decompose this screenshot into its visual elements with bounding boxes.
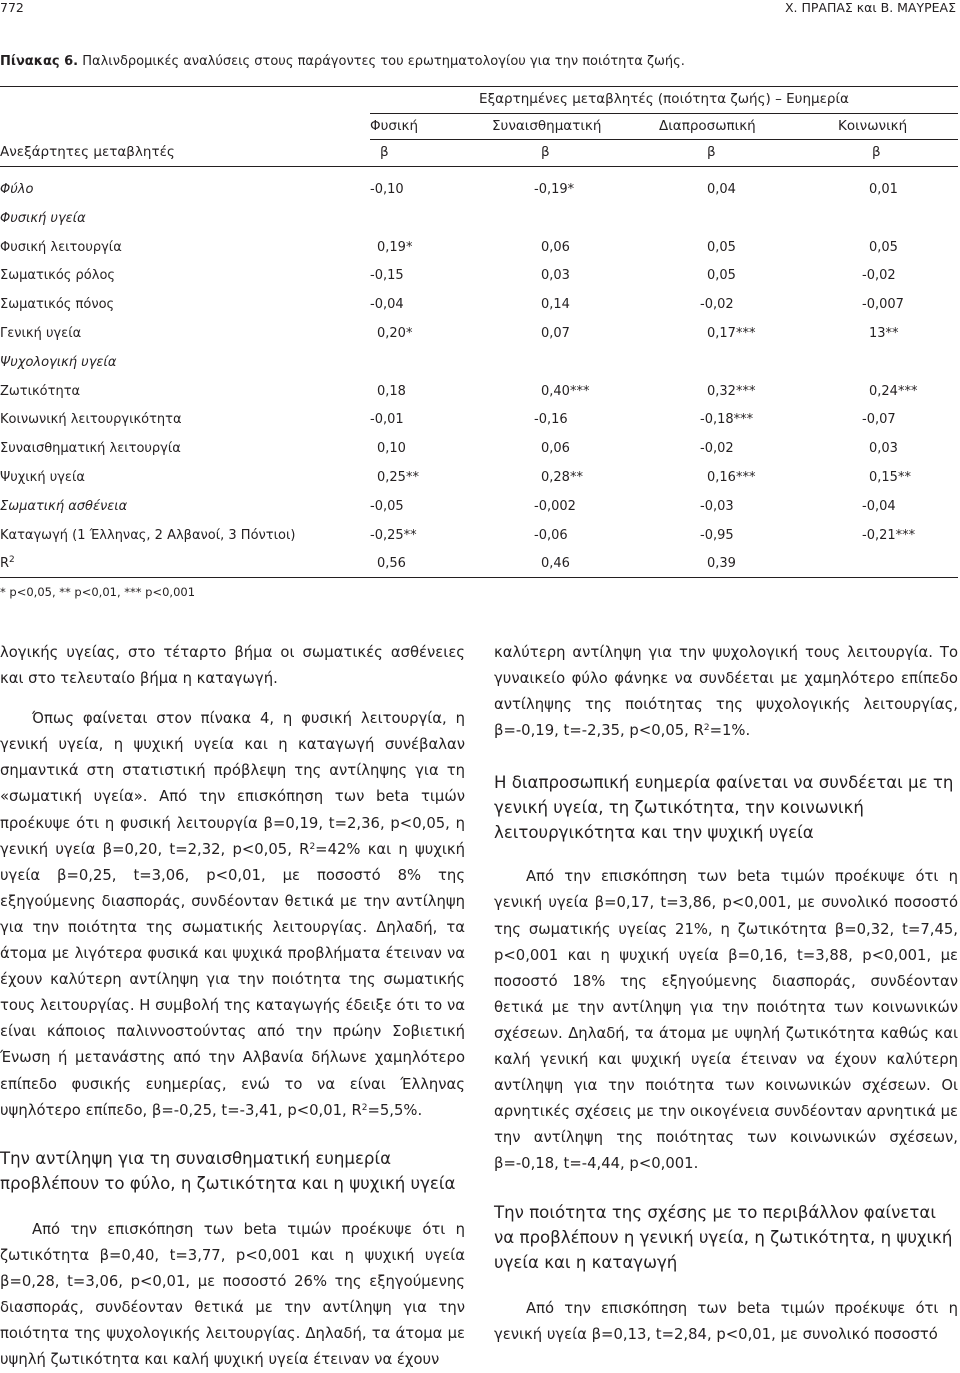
row-label: $R^2$ xyxy=(0,555,15,572)
table-cell: 0,05 xyxy=(869,239,898,255)
right-text-column xyxy=(494,640,958,1348)
col-header-social: Κοινωνική xyxy=(838,118,908,134)
left-section-heading: Την αντίληψη για τη συναισθηματική ευημερία προβλέπουν το φύλο, η ζωτικότητα και η ψυχική υγεία xyxy=(0,1148,456,1193)
table-cell: 0,14 xyxy=(541,297,570,313)
right-section-heading-2: Την ποιότητα της σχέσης με το περιβάλλον φαίνεται να προβλέπουν η γενική υγεία, η ζωτικότητα, η ψυχική υγεία και η καταγωγή xyxy=(494,1202,953,1272)
table-cell: -0,07 xyxy=(862,412,896,428)
table-cell: 0,07 xyxy=(541,326,570,341)
row-label: Συναισθηματική λειτουργία xyxy=(0,441,181,457)
left-paragraph-3: Από την επισκόπηση των beta τιμών προέκυψε ότι η ζωτικότητα β=0,40, t=3,77, p<0,001 και η ψυχική υγεία β=0,28, t=3,06, p<0,01, με ποσοστό 26% της εξηγούμενης διασποράς, συνδέονταν θετικά με την αντίληψη για την ποιότητα της ψυχολογικής λειτουργίας. Δηλαδή, τα άτομα με υψηλή ζωτικότητα και καλή ψυχική υγεία έτειναν να έχουν xyxy=(0,1220,465,1369)
dependent-header-rule xyxy=(370,113,958,114)
table-bottom-rule xyxy=(0,577,958,578)
col-header-physical: Φυσική xyxy=(370,118,419,134)
table-cell: 0,56 xyxy=(377,556,406,572)
table-cell: 0,19* xyxy=(377,239,413,255)
superscript: 2 xyxy=(9,555,15,566)
table-cell: 0,04 xyxy=(707,182,736,197)
dependent-variables-header: Εξαρτημένες μεταβλητές (ποιότητα ζωής) – Ευημερία xyxy=(479,91,849,107)
page-number: 772 xyxy=(0,0,24,15)
table-cell: -0,03 xyxy=(700,498,734,514)
columns-header-rule xyxy=(370,139,958,140)
table-cell: 0,03 xyxy=(541,268,570,284)
table-cell: -0,02 xyxy=(700,297,734,313)
table-cell: -0,04 xyxy=(370,297,404,313)
running-header xyxy=(0,0,960,20)
right-paragraph-2: Από την επισκόπηση των beta τιμών προέκυψε ότι η γενική υγεία β=0,17, t=3,86, p<0,001, με συνολικό ποσοστό της σωματικής υγείας 21%, η ζωτικότητα β=0,32, t=7,45, p<0,001 και η ψυχική υγεία β=0,16, t=3,88, p<0,001, με ποσοστό 18% της εξηγούμενης διασποράς, συνδέονταν θετικά με την αντίληψη για την ποιότητα των κοινωνικών σχέσεων. Δηλαδή, τα άτομα με υψηλή ζωτικότητα καθώς και καλή γενική και ψυχική υγεία έτειναν να έχουν καλύτερη αντίληψη για την ποιότητα των κοινωνικών σχέσεων. Οι αρνητικές σχέσεις με την οικογένεια συνδέονταν αρνητικά με την αντίληψη της ποιότητας των κοινωνικών σχέσεων, β=-0,18, t=-4,44, p<0,001. xyxy=(494,868,958,1173)
table-caption xyxy=(0,54,685,69)
col-header-emotional: Συναισθηματική xyxy=(492,118,602,134)
table-cell: -0,15 xyxy=(370,268,404,284)
table-cell: -0,007 xyxy=(862,297,904,313)
table-cell: 0,46 xyxy=(541,556,570,572)
table-cell: 0,01 xyxy=(869,182,898,197)
row-label: Φυσική υγεία xyxy=(0,210,86,226)
table-cell: 0,39 xyxy=(707,556,736,572)
significance-note: * p<0,05, ** p<0,01, *** p<0,001 xyxy=(0,585,196,599)
right-paragraph-3: Από την επισκόπηση των beta τιμών προέκυψε ότι η γενική υγεία β=0,13, t=2,84, p<0,01, με συνολικό ποσοστό xyxy=(494,1299,958,1343)
left-paragraph-2: Όπως φαίνεται στον πίνακα 4, η φυσική λειτουργία, η γενική υγεία, η ψυχική υγεία και η καταγωγή συνέβαλαν σημαντικά στη στατιστική πρόβλεψη της αντίληψης για τη «σωματική υγεία». Από την επισκόπηση των beta τιμών προέκυψε ότι η φυσική λειτουργία β=0,19, t=2,36, p<0,05, η γενική υγεία β=0,20, t=2,32, p<0,05, $R^2=42\%$ και η ψυχική υγεία β=0,25, t=3,06, p<0,01, με ποσοστό 8% της εξηγούμενης διασποράς, συνδέονταν θετικά με την αντίληψη για την ποιότητα της σωματικής λειτουργίας. Δηλαδή, τα άτομα με λιγότερα φυσικά και ψυχικά προβλήματα έτειναν να έχουν καλύτερη αντίληψη για την ποιότητα της σωματικής τους λειτουργίας. Η συμβολή της καταγωγής έδειξε ότι το να είναι κάποιος παλιννοστούντας από την πρώην Σοβιετική Ένωση ή μετανάστης από την Αλβανία δήλωνε χαμηλότερο επίπεδο φυσικής ευημερίας, ενώ το να είναι Έλληνας υψηλότερο επίπεδο, β=-0,25, t=-3,41, p<0,01, $R^2=5,5\%$. xyxy=(0,710,465,1119)
table-cell: 0,24*** xyxy=(869,383,918,399)
table-cell: -0,18*** xyxy=(700,412,754,428)
row-label: Σωματική ασθένεια xyxy=(0,498,128,514)
beta-header-social: β xyxy=(872,144,881,160)
table-cell: 0,16*** xyxy=(707,470,756,485)
table-cell: -0,02 xyxy=(862,268,896,284)
row-label: Ψυχολογική υγεία xyxy=(0,354,117,370)
table-cell: -0,04 xyxy=(862,498,896,514)
table-cell: 0,06 xyxy=(541,239,570,255)
beta-header-interpersonal: β xyxy=(707,144,716,160)
table-cell: 0,28** xyxy=(541,470,583,485)
table-cell: -0,16 xyxy=(534,412,568,428)
table-cell: 0,10 xyxy=(377,441,406,457)
table-cell: -0,19* xyxy=(534,182,575,197)
table-cell: -0,01 xyxy=(370,412,404,428)
row-label: Ζωτικότητα xyxy=(0,383,81,399)
row-label: Σωματικός ρόλος xyxy=(0,268,116,284)
table-cell: -0,21*** xyxy=(862,527,916,543)
table-caption-label: Πίνακας 6. xyxy=(0,54,79,69)
running-authors: Χ. ΠΡΑΠΑΣ και Β. ΜΑΥΡΕΑΣ xyxy=(784,0,956,15)
table-cell: -0,10 xyxy=(370,182,404,197)
right-section-heading-1: Η διαπροσωπική ευημερία φαίνεται να συνδέεται με τη γενική υγεία, τη ζωτικότητα, την κοινωνική λειτουργικότητα και την ψυχική υγεία xyxy=(494,773,954,843)
row-label: Φύλο xyxy=(0,182,34,197)
table-cell: 13** xyxy=(869,326,899,341)
row-label: Κοινωνική λειτουργικότητα xyxy=(0,412,182,428)
table-cell: -0,002 xyxy=(534,498,576,514)
col-header-interpersonal: Διαπροσωπική xyxy=(659,118,756,134)
table-cell: -0,02 xyxy=(700,441,734,457)
table-cell: -0,06 xyxy=(534,527,568,543)
table-cell: 0,32*** xyxy=(707,383,756,399)
row-label: Ψυχική υγεία xyxy=(0,470,85,485)
row-label: Καταγωγή (1 Έλληνας, 2 Αλβανοί, 3 Πόντιοι) xyxy=(0,527,296,543)
table-cell: 0,05 xyxy=(707,268,736,284)
right-paragraph-1: καλύτερη αντίληψη για την ψυχολογική τους λειτουργία. Το γυναικείο φύλο φάνηκε να συνδέεται με χαμηλότερο επίπεδο αντίληψης της ποιότητας της ψυχολογικής λειτουργίας, β=-0,19, t=-2,35, p<0,05, $R^2=1\%$. xyxy=(494,644,958,740)
table-cell: 0,03 xyxy=(869,441,898,457)
table-cell: 0,25** xyxy=(377,470,419,485)
table-cell: 0,40*** xyxy=(541,383,590,399)
row-label: Φυσική λειτουργία xyxy=(0,239,122,255)
row-label: Σωματικός πόνος xyxy=(0,297,115,313)
independent-variables-header: Ανεξάρτητες μεταβλητές xyxy=(0,144,175,160)
table-cell: -0,25** xyxy=(370,527,417,543)
table-cell: 0,18 xyxy=(377,383,406,399)
table-cell: -0,05 xyxy=(370,498,404,514)
row-label: Γενική υγεία xyxy=(0,326,82,341)
table-cell: -0,95 xyxy=(700,527,734,543)
table-top-rule xyxy=(0,86,958,87)
beta-header-physical: β xyxy=(380,144,389,160)
header-bottom-rule xyxy=(0,166,958,167)
table-caption-text: Παλινδρομικές αναλύσεις στους παράγοντες του ερωτηματολογίου για την ποιότητα ζωής. xyxy=(78,54,685,69)
table-cell: 0,05 xyxy=(707,239,736,255)
table-cell: 0,06 xyxy=(541,441,570,457)
table-cell: 0,15** xyxy=(869,470,911,485)
table-cell: 0,17*** xyxy=(707,326,756,341)
beta-header-emotional: β xyxy=(541,144,550,160)
left-paragraph-1: λογικής υγείας, στο τέταρτο βήμα οι σωματικές ασθένειες και στο τελευταίο βήμα η καταγωγή. xyxy=(0,644,465,688)
table-cell: 0,20* xyxy=(377,326,413,341)
left-text-column xyxy=(0,640,465,1373)
